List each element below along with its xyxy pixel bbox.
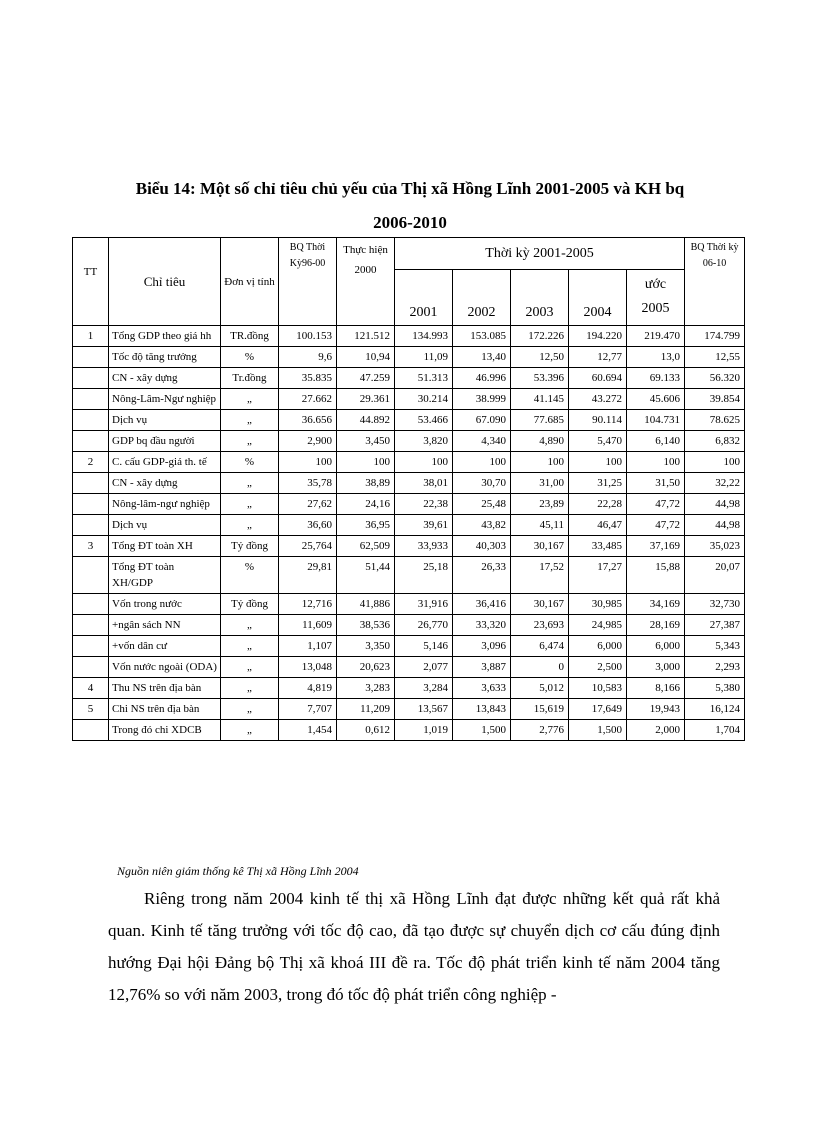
row-2005: 47,72 — [627, 515, 685, 536]
row-bq-96-00: 1,454 — [279, 720, 337, 741]
row-2005: 69.133 — [627, 368, 685, 389]
row-2003: 23,693 — [511, 615, 569, 636]
row-2003: 12,50 — [511, 347, 569, 368]
row-2002: 33,320 — [453, 615, 511, 636]
row-bq-96-00: 29,81 — [279, 557, 337, 594]
header-bq-96-00: BQ Thời Kỳ96-00 — [279, 238, 337, 326]
row-2003: 23,89 — [511, 494, 569, 515]
row-name: Chi NS trên địa bàn — [109, 699, 221, 720]
row-name: Tổng ĐT toàn XH — [109, 536, 221, 557]
table-row — [73, 636, 745, 657]
row-name: CN - xây dựng — [109, 473, 221, 494]
row-2002: 43,82 — [453, 515, 511, 536]
table-row — [73, 473, 745, 494]
row-2003: 6,474 — [511, 636, 569, 657]
row-2001: 33,933 — [395, 536, 453, 557]
header-bq-06-10: BQ Thời kỳ 06-10 — [685, 238, 745, 326]
title-line-1: Biểu 14: Một số chỉ tiêu chủ yếu của Thị xã Hồng Lĩnh 2001-2005 và KH bq — [135, 179, 685, 198]
row-bq-96-00: 4,819 — [279, 678, 337, 699]
row-2001: 39,61 — [395, 515, 453, 536]
row-2004: 100 — [569, 452, 627, 473]
row-unit: % — [221, 557, 279, 594]
row-2002: 100 — [453, 452, 511, 473]
row-2005: 45.606 — [627, 389, 685, 410]
row-tt — [73, 594, 109, 615]
row-bq-96-00: 35,78 — [279, 473, 337, 494]
row-name: Dịch vụ — [109, 410, 221, 431]
row-2005: 13,0 — [627, 347, 685, 368]
row-th-2000: 3,450 — [337, 431, 395, 452]
row-2003: 100 — [511, 452, 569, 473]
row-bq-96-00: 36.656 — [279, 410, 337, 431]
row-name: Vốn trong nước — [109, 594, 221, 615]
row-tt — [73, 515, 109, 536]
row-2003: 53.396 — [511, 368, 569, 389]
row-bq-06-10: 32,730 — [685, 594, 745, 615]
row-th-2000: 121.512 — [337, 326, 395, 347]
row-unit: „ — [221, 473, 279, 494]
row-2001: 3,284 — [395, 678, 453, 699]
row-bq-96-00: 27.662 — [279, 389, 337, 410]
row-tt — [73, 368, 109, 389]
row-2002: 67.090 — [453, 410, 511, 431]
row-2004: 194.220 — [569, 326, 627, 347]
row-th-2000: 38,536 — [337, 615, 395, 636]
row-th-2000: 0,612 — [337, 720, 395, 741]
row-tt — [73, 431, 109, 452]
header-2005 — [627, 270, 685, 326]
row-bq-06-10: 6,832 — [685, 431, 745, 452]
row-2003: 30,167 — [511, 536, 569, 557]
row-2001: 26,770 — [395, 615, 453, 636]
row-bq-06-10: 174.799 — [685, 326, 745, 347]
row-2001: 11,09 — [395, 347, 453, 368]
row-bq-06-10: 16,124 — [685, 699, 745, 720]
row-2004: 5,470 — [569, 431, 627, 452]
row-tt — [73, 636, 109, 657]
row-bq-96-00: 100 — [279, 452, 337, 473]
table-title — [60, 172, 760, 240]
row-2005: 219.470 — [627, 326, 685, 347]
row-2001: 30.214 — [395, 389, 453, 410]
header-tt: TT — [73, 238, 109, 326]
row-2004: 10,583 — [569, 678, 627, 699]
row-2004: 17,649 — [569, 699, 627, 720]
row-bq-96-00: 1,107 — [279, 636, 337, 657]
row-2001: 38,01 — [395, 473, 453, 494]
row-2003: 2,776 — [511, 720, 569, 741]
header-2002: 2002 — [453, 270, 511, 326]
row-bq-06-10: 32,22 — [685, 473, 745, 494]
row-2001: 22,38 — [395, 494, 453, 515]
row-2002: 30,70 — [453, 473, 511, 494]
row-name: Dịch vụ — [109, 515, 221, 536]
row-th-2000: 47.259 — [337, 368, 395, 389]
header-2004: 2004 — [569, 270, 627, 326]
row-unit: „ — [221, 431, 279, 452]
row-tt — [73, 494, 109, 515]
row-unit: „ — [221, 494, 279, 515]
row-2002: 3,887 — [453, 657, 511, 678]
row-unit: „ — [221, 720, 279, 741]
row-2004: 22,28 — [569, 494, 627, 515]
row-2003: 5,012 — [511, 678, 569, 699]
row-name: Tốc độ tăng trưởng — [109, 347, 221, 368]
row-2003: 41.145 — [511, 389, 569, 410]
table-row — [73, 615, 745, 636]
row-bq-96-00: 35.835 — [279, 368, 337, 389]
row-2002: 13,40 — [453, 347, 511, 368]
row-2003: 0 — [511, 657, 569, 678]
row-2002: 4,340 — [453, 431, 511, 452]
row-unit: „ — [221, 410, 279, 431]
row-2005: 3,000 — [627, 657, 685, 678]
header-uoc: ước — [644, 277, 667, 292]
row-th-2000: 62,509 — [337, 536, 395, 557]
row-2003: 15,619 — [511, 699, 569, 720]
row-name: Vốn nước ngoài (ODA) — [109, 657, 221, 678]
row-2005: 15,88 — [627, 557, 685, 594]
row-bq-96-00: 11,609 — [279, 615, 337, 636]
row-2005: 100 — [627, 452, 685, 473]
row-unit: „ — [221, 699, 279, 720]
row-2001: 3,820 — [395, 431, 453, 452]
row-2005: 2,000 — [627, 720, 685, 741]
row-bq-96-00: 13,048 — [279, 657, 337, 678]
row-bq-96-00: 25,764 — [279, 536, 337, 557]
row-tt — [73, 720, 109, 741]
row-2001: 53.466 — [395, 410, 453, 431]
row-unit: „ — [221, 515, 279, 536]
table-row — [73, 494, 745, 515]
row-unit: „ — [221, 678, 279, 699]
row-2003: 31,00 — [511, 473, 569, 494]
row-2001: 5,146 — [395, 636, 453, 657]
row-2002: 13,843 — [453, 699, 511, 720]
row-bq-06-10: 5,343 — [685, 636, 745, 657]
row-tt — [73, 389, 109, 410]
row-2004: 6,000 — [569, 636, 627, 657]
row-2004: 1,500 — [569, 720, 627, 741]
row-name: +ngân sách NN — [109, 615, 221, 636]
row-name: Nông-lâm-ngư nghiệp — [109, 494, 221, 515]
table-row — [73, 536, 745, 557]
row-2001: 1,019 — [395, 720, 453, 741]
row-2002: 3,096 — [453, 636, 511, 657]
row-th-2000: 100 — [337, 452, 395, 473]
row-bq-06-10: 44,98 — [685, 494, 745, 515]
row-bq-06-10: 1,704 — [685, 720, 745, 741]
row-th-2000: 11,209 — [337, 699, 395, 720]
row-tt — [73, 473, 109, 494]
row-unit: % — [221, 347, 279, 368]
row-2002: 38.999 — [453, 389, 511, 410]
row-bq-96-00: 9,6 — [279, 347, 337, 368]
row-unit: Tỷ đồng — [221, 536, 279, 557]
row-2003: 172.226 — [511, 326, 569, 347]
row-th-2000: 24,16 — [337, 494, 395, 515]
row-2002: 46.996 — [453, 368, 511, 389]
row-tt — [73, 410, 109, 431]
row-2004: 33,485 — [569, 536, 627, 557]
table-row — [73, 657, 745, 678]
table-row — [73, 557, 745, 594]
row-2005: 8,166 — [627, 678, 685, 699]
table-row — [73, 594, 745, 615]
row-2001: 13,567 — [395, 699, 453, 720]
title-line-2: 2006-2010 — [373, 213, 447, 232]
row-th-2000: 29.361 — [337, 389, 395, 410]
row-2004: 31,25 — [569, 473, 627, 494]
row-2004: 60.694 — [569, 368, 627, 389]
row-tt: 2 — [73, 452, 109, 473]
row-2004: 2,500 — [569, 657, 627, 678]
row-2001: 31,916 — [395, 594, 453, 615]
row-th-2000: 10,94 — [337, 347, 395, 368]
table-row — [73, 410, 745, 431]
row-unit: „ — [221, 657, 279, 678]
row-th-2000: 44.892 — [337, 410, 395, 431]
row-2005: 104.731 — [627, 410, 685, 431]
table-row — [73, 515, 745, 536]
row-th-2000: 3,350 — [337, 636, 395, 657]
row-tt: 5 — [73, 699, 109, 720]
row-unit: % — [221, 452, 279, 473]
row-unit: TR.đồng — [221, 326, 279, 347]
row-bq-06-10: 35,023 — [685, 536, 745, 557]
row-tt — [73, 557, 109, 594]
row-2002: 36,416 — [453, 594, 511, 615]
row-2001: 51.313 — [395, 368, 453, 389]
row-2004: 17,27 — [569, 557, 627, 594]
row-bq-06-10: 44,98 — [685, 515, 745, 536]
row-bq-96-00: 7,707 — [279, 699, 337, 720]
row-2002: 26,33 — [453, 557, 511, 594]
header-thuc-hien-2000: Thực hiện 2000 — [337, 238, 395, 326]
table-row — [73, 452, 745, 473]
row-unit: Tr.đồng — [221, 368, 279, 389]
row-2002: 25,48 — [453, 494, 511, 515]
row-unit: „ — [221, 615, 279, 636]
row-bq-06-10: 20,07 — [685, 557, 745, 594]
paragraph-text: Riêng trong năm 2004 kinh tế thị xã Hồng Lĩnh đạt được những kết quả rất khả quan. Kinh tế tăng trưởng với tốc độ cao, đã tạo được sự chuyển dịch cơ cấu đúng định hướng Đại hội Đảng bộ Thị xã khoá III đề ra. Tốc độ phát triển kinh tế năm 2004 tăng 12,76% so với năm 2003, trong đó tốc độ phát triển công nghiệp - — [108, 889, 720, 1004]
header-2001: 2001 — [395, 270, 453, 326]
row-2004: 90.114 — [569, 410, 627, 431]
header-don-vi: Đơn vị tính — [221, 238, 279, 326]
row-bq-06-10: 39.854 — [685, 389, 745, 410]
table-row — [73, 347, 745, 368]
row-2002: 40,303 — [453, 536, 511, 557]
row-2002: 153.085 — [453, 326, 511, 347]
row-th-2000: 36,95 — [337, 515, 395, 536]
row-2003: 30,167 — [511, 594, 569, 615]
row-2001: 2,077 — [395, 657, 453, 678]
row-2003: 77.685 — [511, 410, 569, 431]
row-bq-06-10: 56.320 — [685, 368, 745, 389]
header-chi-tieu: Chỉ tiêu — [109, 238, 221, 326]
row-th-2000: 51,44 — [337, 557, 395, 594]
row-name: C. cấu GDP-giá th. tế — [109, 452, 221, 473]
row-th-2000: 41,886 — [337, 594, 395, 615]
row-tt: 3 — [73, 536, 109, 557]
row-name: Tổng ĐT toàn XH/GDP — [109, 557, 221, 594]
row-2003: 17,52 — [511, 557, 569, 594]
header-2003: 2003 — [511, 270, 569, 326]
row-unit: „ — [221, 636, 279, 657]
row-th-2000: 3,283 — [337, 678, 395, 699]
row-bq-06-10: 5,380 — [685, 678, 745, 699]
table-row — [73, 326, 745, 347]
row-2005: 28,169 — [627, 615, 685, 636]
row-2004: 12,77 — [569, 347, 627, 368]
row-th-2000: 38,89 — [337, 473, 395, 494]
table-row — [73, 368, 745, 389]
row-2003: 4,890 — [511, 431, 569, 452]
row-2005: 34,169 — [627, 594, 685, 615]
table-row — [73, 720, 745, 741]
row-2004: 43.272 — [569, 389, 627, 410]
table-row — [73, 678, 745, 699]
row-name: CN - xây dựng — [109, 368, 221, 389]
row-2004: 46,47 — [569, 515, 627, 536]
row-2002: 3,633 — [453, 678, 511, 699]
row-bq-96-00: 12,716 — [279, 594, 337, 615]
table-row — [73, 389, 745, 410]
body-paragraph — [108, 883, 720, 1011]
row-tt — [73, 657, 109, 678]
header-thoi-ky: Thời kỳ 2001-2005 — [395, 238, 685, 270]
row-2005: 6,140 — [627, 431, 685, 452]
row-name: Trong đó chi XDCB — [109, 720, 221, 741]
row-tt: 4 — [73, 678, 109, 699]
row-bq-96-00: 27,62 — [279, 494, 337, 515]
indicator-table — [72, 237, 745, 741]
row-2001: 25,18 — [395, 557, 453, 594]
row-bq-06-10: 2,293 — [685, 657, 745, 678]
row-2005: 47,72 — [627, 494, 685, 515]
row-name: Tổng GDP theo giá hh — [109, 326, 221, 347]
header-2005-year: 2005 — [641, 301, 670, 316]
row-name: GDP bq đầu người — [109, 431, 221, 452]
row-bq-06-10: 27,387 — [685, 615, 745, 636]
row-2001: 134.993 — [395, 326, 453, 347]
table-row — [73, 699, 745, 720]
row-bq-96-00: 100.153 — [279, 326, 337, 347]
row-2005: 37,169 — [627, 536, 685, 557]
row-th-2000: 20,623 — [337, 657, 395, 678]
row-2002: 1,500 — [453, 720, 511, 741]
row-bq-96-00: 36,60 — [279, 515, 337, 536]
row-bq-06-10: 78.625 — [685, 410, 745, 431]
row-2005: 31,50 — [627, 473, 685, 494]
row-bq-96-00: 2,900 — [279, 431, 337, 452]
row-unit: Tỷ đồng — [221, 594, 279, 615]
row-unit: „ — [221, 389, 279, 410]
row-name: Nông-Lâm-Ngư nghiệp — [109, 389, 221, 410]
table-row — [73, 431, 745, 452]
row-2004: 24,985 — [569, 615, 627, 636]
row-2003: 45,11 — [511, 515, 569, 536]
row-name: Thu NS trên địa bàn — [109, 678, 221, 699]
row-2005: 6,000 — [627, 636, 685, 657]
row-bq-06-10: 12,55 — [685, 347, 745, 368]
row-2005: 19,943 — [627, 699, 685, 720]
source-note: Nguồn niên giám thống kê Thị xã Hồng Lĩnh 2004 — [117, 864, 359, 878]
row-tt — [73, 347, 109, 368]
row-bq-06-10: 100 — [685, 452, 745, 473]
row-tt — [73, 615, 109, 636]
row-2004: 30,985 — [569, 594, 627, 615]
row-name: +vốn dân cư — [109, 636, 221, 657]
row-2001: 100 — [395, 452, 453, 473]
row-tt: 1 — [73, 326, 109, 347]
